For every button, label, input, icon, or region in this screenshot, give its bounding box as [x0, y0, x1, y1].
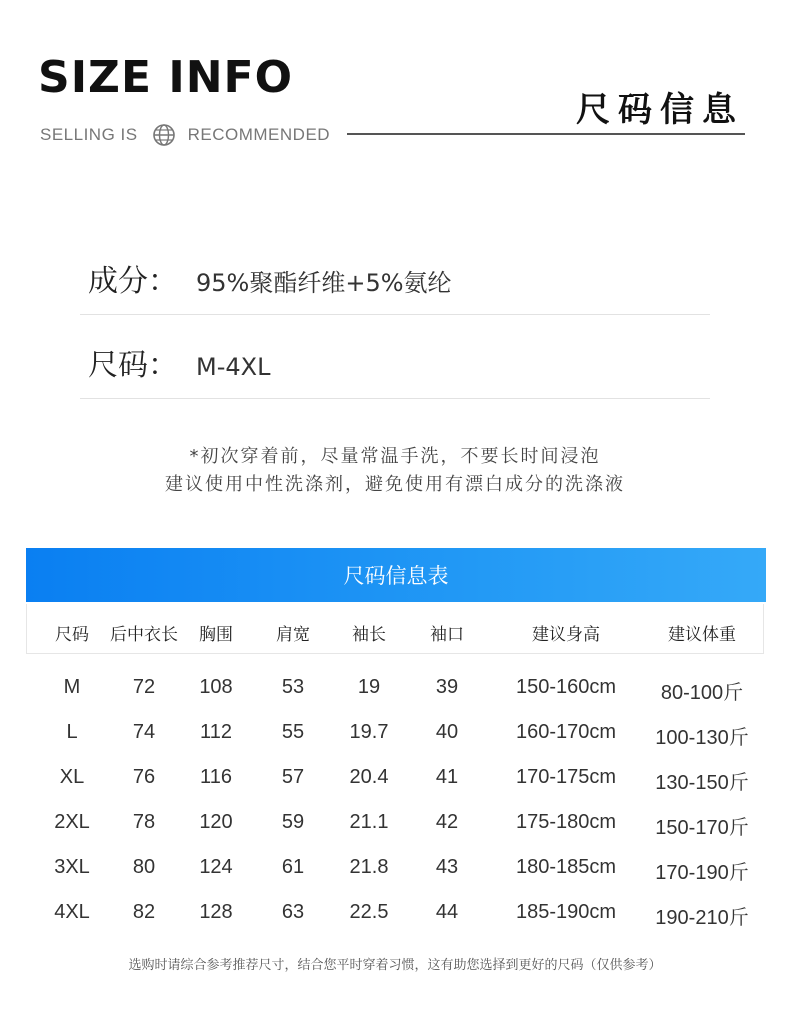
table-cell: 2XL [54, 811, 90, 833]
table-header-cell: 袖长 [352, 625, 386, 645]
table-cell: 72 [132, 676, 156, 698]
table-cell: L [66, 721, 78, 743]
table-cell: 19.7 [349, 721, 389, 743]
table-header-cell: 肩宽 [276, 625, 310, 645]
table-cell: 20.4 [349, 766, 389, 788]
size-range-row [88, 340, 270, 384]
size-table-header-bar [26, 548, 766, 602]
table-cell: 61 [281, 856, 305, 878]
table-cell: XL [59, 766, 85, 788]
table-header-cell: 尺码 [55, 625, 89, 645]
table-cell: 76 [132, 766, 156, 788]
table-cell: 57 [281, 766, 305, 788]
table-cell: 150-170斤 [655, 817, 749, 839]
table-cell: 21.8 [349, 856, 389, 878]
table-header-cell: 建议体重 [668, 625, 736, 645]
table-cell: 44 [435, 901, 459, 923]
table-cell: 124 [199, 856, 233, 878]
table-header-cell: 后中衣长 [110, 625, 178, 645]
size-range-value: M-4XL [196, 353, 271, 381]
care-note-line1: *初次穿着前，尽量常温手洗，不要长时间浸泡 [189, 446, 601, 467]
table-cell: 78 [132, 811, 156, 833]
table-cell: 55 [281, 721, 305, 743]
selling-text: SELLING IS [40, 125, 138, 144]
table-cell: 116 [200, 766, 232, 788]
header-divider [347, 133, 745, 135]
table-cell: 80-100斤 [660, 682, 744, 704]
table-cell: 19 [357, 676, 381, 698]
size-info-title: SIZE INFO [38, 52, 293, 103]
table-cell: 100-130斤 [655, 727, 749, 749]
table-cell: 43 [435, 856, 459, 878]
page-title-cn: 尺码信息 [576, 90, 744, 130]
table-header-cell: 胸围 [199, 625, 233, 645]
selling-tagline [40, 124, 330, 146]
table-cell: 170-190斤 [655, 862, 749, 884]
table-cell: M [63, 676, 81, 698]
table-cell: 128 [199, 901, 233, 923]
size-range-label: 尺码： [88, 348, 178, 383]
table-cell: 108 [199, 676, 233, 698]
table-cell: 21.1 [349, 811, 389, 833]
composition-row [88, 256, 452, 300]
table-cell: 42 [435, 811, 459, 833]
table-cell: 175-180cm [515, 811, 617, 833]
footnote: 选购时请综合参考推荐尺寸，结合您平时穿着习惯，这有助您选择到更好的尺码（仅供参考） [128, 958, 662, 973]
table-cell: 80 [132, 856, 156, 878]
table-cell: 40 [435, 721, 459, 743]
table-cell: 120 [199, 811, 233, 833]
table-cell: 53 [281, 676, 305, 698]
composition-label: 成分： [88, 264, 178, 299]
care-note-line2: 建议使用中性洗涤剂，避免使用有漂白成分的洗涤液 [165, 474, 625, 495]
table-cell: 39 [435, 676, 459, 698]
table-cell: 130-150斤 [655, 772, 749, 794]
composition-value: 95%聚酯纤维+5%氨纶 [196, 269, 452, 297]
table-cell: 160-170cm [515, 721, 617, 743]
table-cell: 74 [132, 721, 156, 743]
table-cell: 185-190cm [515, 901, 617, 923]
table-header-cell: 袖口 [430, 625, 464, 645]
table-cell: 190-210斤 [655, 907, 749, 929]
table-cell: 59 [281, 811, 305, 833]
divider [80, 314, 710, 315]
table-cell: 22.5 [349, 901, 389, 923]
table-cell: 82 [132, 901, 156, 923]
table-cell: 112 [200, 721, 232, 743]
table-header-cell: 建议身高 [532, 625, 600, 645]
table-cell: 180-185cm [515, 856, 617, 878]
table-cell: 41 [435, 766, 459, 788]
globe-icon [152, 123, 176, 147]
recommended-text: RECOMMENDED [187, 125, 331, 144]
divider [80, 398, 710, 399]
table-cell: 3XL [54, 856, 90, 878]
table-cell: 150-160cm [515, 676, 617, 698]
size-table-title: 尺码信息表 [343, 564, 449, 588]
table-cell: 170-175cm [515, 766, 617, 788]
table-cell: 4XL [54, 901, 90, 923]
table-cell: 63 [281, 901, 305, 923]
